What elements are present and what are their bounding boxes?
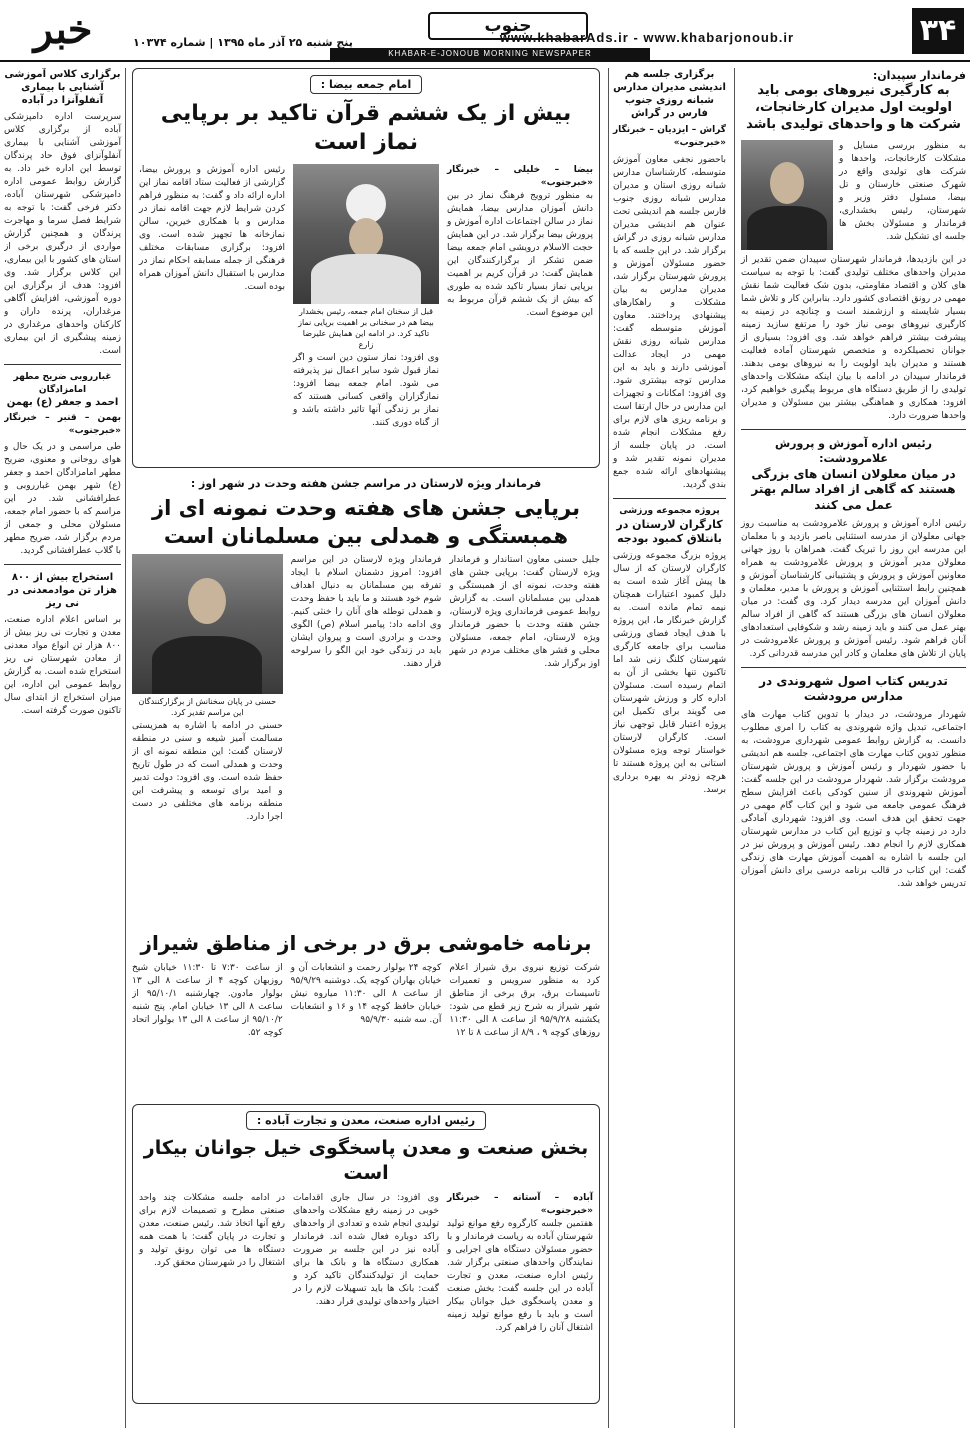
article-kicker: امام جمعه بیضا : [310,75,422,94]
article-title: برپایی جشن های هفته وحدت نمونه ای از همبستگی و همدلی بین مسلمانان است [151,496,580,548]
governor-photo [132,554,283,694]
article-title: استخراج بیش از ۸۰۰ هزار تن موادمعدنی در نی ریز [8,572,117,610]
article-title: کارگران لارستان در بانتلاق کمبود بودجه [616,517,723,545]
article-body: رئیس اداره آموزش و پرورش بیضا، گزارشی از فعالیت ستاد اقامه نماز این اداره ارائه داد و گفت: به منظور فراهم کردن شرایط لازم جهت اقامه نماز در مدارس و با همکاری خیرین، سالن نمازخانه ها تجهیز شده است. وی افزود: برگزاری مسابقات مختلف فرهنگی از جمله مسابقه احکام نماز در مدارس با استقبال دانش آموزان همراه بوده است. [139,164,285,292]
official-photo [741,140,833,250]
newspaper-logo: خبر [33,6,93,53]
article-body: شرکت توزیع نیروی برق شیراز اعلام کرد به منظور سرویس و تعمیرات تاسیسات برق، برق برخی از مناطق شهر شیراز به شرح زیر قطع می شود: یکشنبه ۹۵/۹/۲۸ از ساعت ۸ الی ۱۱:۳۰ روزهای کوچه ۹ ، ۸/۹ از ساعت ۸ تا ۱۲ [449,963,600,1038]
article-body: از ساعت ۷:۳۰ تا ۱۱:۳۰ خیابان شیخ روزبهان کوچه ۴ از ساعت ۸ الی ۱۳ بولوار مادون. چهارشنبه ۹۵/۱۰/۱ از ساعت ۸ الی ۱۳ خیابان امام. پنج شنبه ۹۵/۱۰/۲ از ساعت ۸ الی ۱۳ بولوار اتحاد کوچه ۵۲. [132,963,283,1038]
date-issue-line: پنج شنبه ۲۵ آذر ماه ۱۳۹۵ | شماره ۱۰۳۷۴ [133,36,353,49]
article-title: تدریس کتاب اصول شهروندی در مدارس مرودشت [759,673,948,704]
article-body: در ادامه جلسه مشکلات چند واحد صنعتی مطرح و تصمیمات لازم برای رفع آنها اتخاذ شد. رئیس صنعت، معدن و تجارت در پایان گفت: با همت همه دستگاه ها می توان رونق تولید و اشتغال را در شهرستان محقق کرد. [139,1192,285,1268]
masthead [0,0,970,62]
article-body: جلیل حسنی معاون استاندار و فرماندار ویژه لارستان گفت: برپایی جشن های هفته وحدت، نمونه ای از همبستگی و همدلی بین مسلمانان است. به گزارش روابط عمومی فرمانداری ویژه لارستان، جشن هفته وحدت با حضور فرماندار ویژه لارستان، امام جمعه، مسئولان محلی و قشر های مختلف مردم در شهر اوز برگزار شد. [449,554,600,669]
article-body: کوچه ۲۴ بولوار رحمت و انشعابات آن و خیابان بهاران کوچه یک. دوشنبه ۹۵/۹/۲۹ از ساعت ۸ الی ۱۱:۳۰ میاروه نیش خیابان حافظ کوچه ۱۴ و ۱۶ و انشعابات آن. سه شنبه ۹۵/۹/۳۰ [290,963,442,1025]
article-kicker: رئیس اداره صنعت، معدن و تجارت آباده : [246,1111,486,1130]
news-column [608,68,726,1428]
photo-caption: حسنی در پایان سخنانش از برگزارکنندگان این مراسم تقدیر کرد. [138,696,277,717]
imam-article [132,68,600,468]
article-body: فرماندار ویژه لارستان در این مراسم افزود: امروز دشمنان اسلام با ایجاد تفرقه بین مسلمانان به دنبال اهداف شوم خود هستند و ما باید با حفظ وحدت و همدلی توطئه های آنان را خنثی کنیم. وی ادامه داد: پیامبر اسلام (ص) الگوی وحدت و برادری است و پیروان ایشان باید در زندگی خود این الگو را سرلوحه قرار دهند. [290,554,442,669]
cleric-photo [293,164,439,304]
article-title: بخش صنعت و معدن پاسخگوی خیل جوانان بیکار است [143,1137,589,1185]
article-kicker: غبارروبی ضریح مطهر امامزادگان [13,372,112,395]
industry-article [132,1104,600,1404]
power-outage-notice [132,930,600,1098]
article-title: برگزاری کلاس آموزشی آشنایی با بیماری آنفلوآنزا در آباده [4,69,121,106]
article-body: رئیس اداره آموزش و پرورش علامرودشت به مناسبت روز جهانی معلولان از مدرسه استثنایی باصر بازدید و با معلمان این مدرسه این روز را تبریک گفت. همراهان با روز جهانی معلولان مدیر آموزش و پرورش علامرودشت به همراه معاونین آموزش و پرورش و پشتیبانی کارشناسان آموزش و همچنین رابط استثنایی آموزش و پرورش با مدیر، معلمان و دانش آموزان این مدرسه دیدار کرد. وی گفت: در میان معلولان انسان های بزرگی هستند که گاهی از افراد سالم بهتر عمل می کنند و باید زمینه رشد و شکوفایی استعدادهای آنان فراهم شود. رئیس آموزش و پرورش علامرودشت در پایان از تلاش های معلمان و کادر این مدرسه قدردانی کرد. [741,518,966,659]
article-kicker: فرماندار سپیدان: [872,69,966,82]
tagline: KHABAR-E-JONOUB MORNING NEWSPAPER [330,48,650,60]
article-body: هفتمین جلسه کارگروه رفع موانع تولید شهرستان آباده به ریاست فرماندار و با حضور مسئولان دستگاه های اجرایی و نمایندگان واحدهای صنعتی برگزار شد. رئیس اداره صنعت، معدن و تجارت آباده در این جلسه گفت: بخش صنعت و معدن پاسخگوی خیل جوانان بیکار است و باید با رفع موانع تولید زمینه اشتغال آنان را فراهم کرد. [447,1218,593,1333]
article-body: بر اساس اعلام اداره صنعت، معدن و تجارت نی ریز بیش از ۸۰۰ هزار تن انواع مواد معدنی از معادن شهرستان نی ریز استخراج شده است. به گزارش روابط عمومی این اداره، این میزان استخراج از ابتدای سال تاکنون صورت گرفته است. [4,615,121,717]
article-kicker: پروژه مجموعه ورزشی [619,506,720,516]
article-body: در این بازدیدها، فرماندار شهرستان سپیدان ضمن تقدیر از مدیران واحدهای مختلف تولیدی گفت: با توجه به سیاست های کلان و اقتصاد مقاومتی، بدون شک فعالیت شما نقش مهمی در رونق اقتصادی کشور دارد. بنابراین کار و تلاش شما بسیار شایسته و ارزشمند است و چنانچه در زمینه به کارگیری نیروهای بومی نیاز خود را مرتفع سازید زمینه پیشرفت بیشتر فراهم خواهد شد. وی افزود: بسیاری از جوانان تحصیلکرده و متخصص شهرستان آماده فعالیت هستند و مدیران باید اولویت را به نیروهای بومی بدهند. فرماندار سپیدان در ادامه با بیان اینکه مشکلات واحدهای تولیدی را از طریق دستگاه های مربوط پیگیری خواهیم کرد، افزود: همکاری و هماهنگی بیشتر بین مسئولان و مدیران واحدها ضرورت دارد. [741,255,966,422]
article-body: پروژه بزرگ مجموعه ورزشی کارگران لارستان که از سال ها پیش آغاز شده است به دلیل کمبود اعتبارات همچنان نیمه تمام مانده است. به گزارش خبرنگار ما، این پروژه با هدف ایجاد فضای ورزشی مناسب برای جامعه کارگری شهرستان کلنگ زنی شد اما تاکنون تنها بخشی از آن به اتمام رسیده است. مسئولان اداره کار و ورزش شهرستان می گویند برای تکمیل این پروژه اعتبار قابل توجهی نیاز است. کارگران لارستان خواستار توجه ویژه مسئولان استانی به این پروژه هستند تا هرچه زودتر به بهره برداری برسد. [613,551,726,796]
article-title: احمد و جعفر (ع) بهمن [6,397,119,409]
article-kicker: رئیس اداره آموزش و پرورش علامرودشت: [775,437,932,466]
article-title: در میان معلولان انسان های بزرگی هستند که گاهی از افراد سالم بهتر عمل می کنند [751,466,956,513]
article-title: برگزاری جلسه هم اندیشی مدیران مدارس شبانه روزی جنوب فارس در گراش [613,69,726,119]
article-byline: آباده – آستانه – خبرنگار «خبرجنوب» [447,1192,593,1216]
left-column [4,68,126,1428]
right-column [734,68,966,1428]
article-byline: بهمن – قنبر – خبرنگار «خبرجنوب» [4,413,121,437]
article-title: به کارگیری نیروهای بومی باید اولویت اول مدیران کارخانجات، شرکت ها و واحدهای تولیدی باشد [746,83,961,133]
article-body: شهردار مرودشت، در دیدار با تدوین کتاب مهارت های اجتماعی، تبدیل واژه شهروندی به کتاب را امری مطلوب دانست. به گزارش روابط عمومی شهرداری مرودشت، به منظور تدوین کتاب مهارت های اجتماعی، جلسه هم اندیشی با حضور شهردار و رئیس آموزش و پرورش شهرستان مرودشت برگزار شد. شهردار مرودشت در این جلسه گفت: آموزش شهروندی از سنین کودکی باعث افزایش سطح فرهنگ عمومی جامعه می شود و این کتاب گام مهمی در جهت تحقق این هدف است. وی افزود: شهرداری آمادگی دارد در زمینه چاپ و توزیع این کتاب در مدارس شهرستان همکاری لازم را انجام دهد. رئیس آموزش و پرورش نیز در این جلسه با اشاره به اهمیت آموزش مهارت های زندگی گفت: این کتاب در قالب برنامه درسی برای دانش آموزان تدریس خواهد شد. [741,709,966,889]
article-byline: گراش – ایزدیان – خبرنگار «خبرجنوب» [613,125,726,148]
page-number: ۳۴ [912,8,964,54]
article-body: طی مراسمی و در یک حال و هوای روحانی و معنوی، ضریح مطهر امامزادگان احمد و جعفر (ع) شهر بهمن غبارروبی و عطرافشانی شد. در این مراسم که با حضور امام جمعه، مسئولان محلی و جمعی از مردم برگزار شد، ضریح مطهر با گلاب عطرافشانی گردید. [4,442,121,557]
article-body: باحضور نجفی معاون آموزش متوسطه، کارشناسان مدارس شبانه روزی استان و مدیران مدارس شبانه روزی جنوب فارس جلسه هم اندیشی تحت عنوان هم اندیشی مدیران مدارس شبانه روزی در گراش برگزار شد. در این جلسه که با حضور مسئولان آموزش و پرورش شهرستان برگزار شد، مدیران مدارس به بیان مشکلات و راهکارهای پیشنهادی پرداختند. معاون آموزش متوسطه گفت: مدارس شبانه روزی نقش مهمی در ایجاد عدالت آموزشی دارند و باید به این مدارس توجه بیشتری شود. وی افزود: امکانات و تجهیزات این مدارس در حال ارتقا است و برنامه ریزی های لازم برای رفع مشکلات انجام شده است. در پایان جلسه از مدیران نمونه تقدیر شد و پیشنهادهای ارائه شده جمع بندی گردید. [613,155,726,490]
article-kicker: فرماندار ویژه لارستان در مراسم جشن هفته وحدت در شهر اوز : [190,477,542,490]
article-body: حسنی در ادامه با اشاره به همزیستی مسالمت آمیز شیعه و سنی در منطقه لارستان گفت: این منطقه نمونه ای از وحدت و همدلی است که در طول تاریخ حفظ شده است. وی افزود: دولت تدبیر و امید برای توسعه و پیشرفت این منطقه برنامه های مختلفی در دست اجرا دارد. [132,720,283,822]
main-column [132,68,600,1428]
article-byline: بیضا – خلیلی – خبرنگار «خبرجنوب» [447,164,593,188]
article-body: به منظور ترویج فرهنگ نماز در بین دانش آموزان مدارس بیضا، همایش نماز در سالن اجتماعات اداره آموزش و پرورش بیضا برگزار شد. در این همایش حجت الاسلام درویشی امام جمعه بیضا ضمن تشکر از برگزارکنندگان این همایش گفت: در قرآن کریم بر اهمیت برپایی نماز بسیار تاکید شده به طوری که بیش از یک ششم قرآن مربوط به این موضوع است. [447,190,593,318]
section-label: جنوب [428,12,588,40]
article-body: سرپرست اداره دامپزشکی آباده از برگزاری کلاس آموزشی آشنایی با بیماری آنفلوآنزای فوق حاد پرندگان توسط این اداره خبر داد. به گزارش روابط عمومی اداره دامپزشکی شهرستان آباده، دکتر فرخی گفت: با توجه به شرایط فصل سرما و مهاجرت پرندگان و همچنین گزارش مواردی از درگیری برخی از استان های کشور با این بیماری، این کلاس برگزار شد. وی افزود: هدف از برگزاری این دوره آموزشی، افزایش آگاهی مرغداران، پرنده داران و کارکنان واحدهای مرغداری در زمینه پیشگیری از این بیماری است. [4,112,121,356]
article-title: برنامه خاموشی برق در برخی از مناطق شیراز [140,931,592,955]
article-body: وی افزود: نماز ستون دین است و اگر نماز قبول شود سایر اعمال نیز پذیرفته می شود. امام جمعه بیضا افزود: نمازگزاران واقعی کسانی هستند که نماز بر زندگی آنها تاثیر داشته باشد و از گناه دوری کنند. [293,352,439,428]
article-title: بیش از یک ششم قرآن تاکید بر برپایی نماز است [160,101,572,155]
unity-article [132,476,600,926]
article-lead: به منظور بررسی مسایل و مشکلات کارخانجات، واحدها و شرکت های تولیدی واقع در شهرک صنعتی خارستان و تل بیضا، مسئول دفتر وزیر و شهرستان، رئیس بخشداری، فرماندار و مسئولان بخش ها جلسه ای تشکیل شد. [839,141,966,243]
article-body: وی افزود: در سال جاری اقدامات خوبی در زمینه رفع مشکلات واحدهای تولیدی انجام شده و تعدادی از واحدهای راکد دوباره فعال شده اند. فرماندار آباده نیز در این جلسه بر ضرورت همکاری دستگاه ها و بانک ها برای حمایت از تولیدکنندگان تاکید کرد و گفت: بانک ها باید تسهیلات لازم را در اختیار واحدهای تولیدی قرار دهند. [293,1192,439,1307]
site-urls[interactable]: www.khabarAds.ir - www.khabarjonoub.ir [499,30,795,45]
photo-caption: قبل از سخنان امام جمعه، رئیس بخشدار بیضا هم در سخنانی بر اهمیت برپایی نماز تاکید کرد. در ادامه این همایش علیرضا زارع [298,306,434,349]
